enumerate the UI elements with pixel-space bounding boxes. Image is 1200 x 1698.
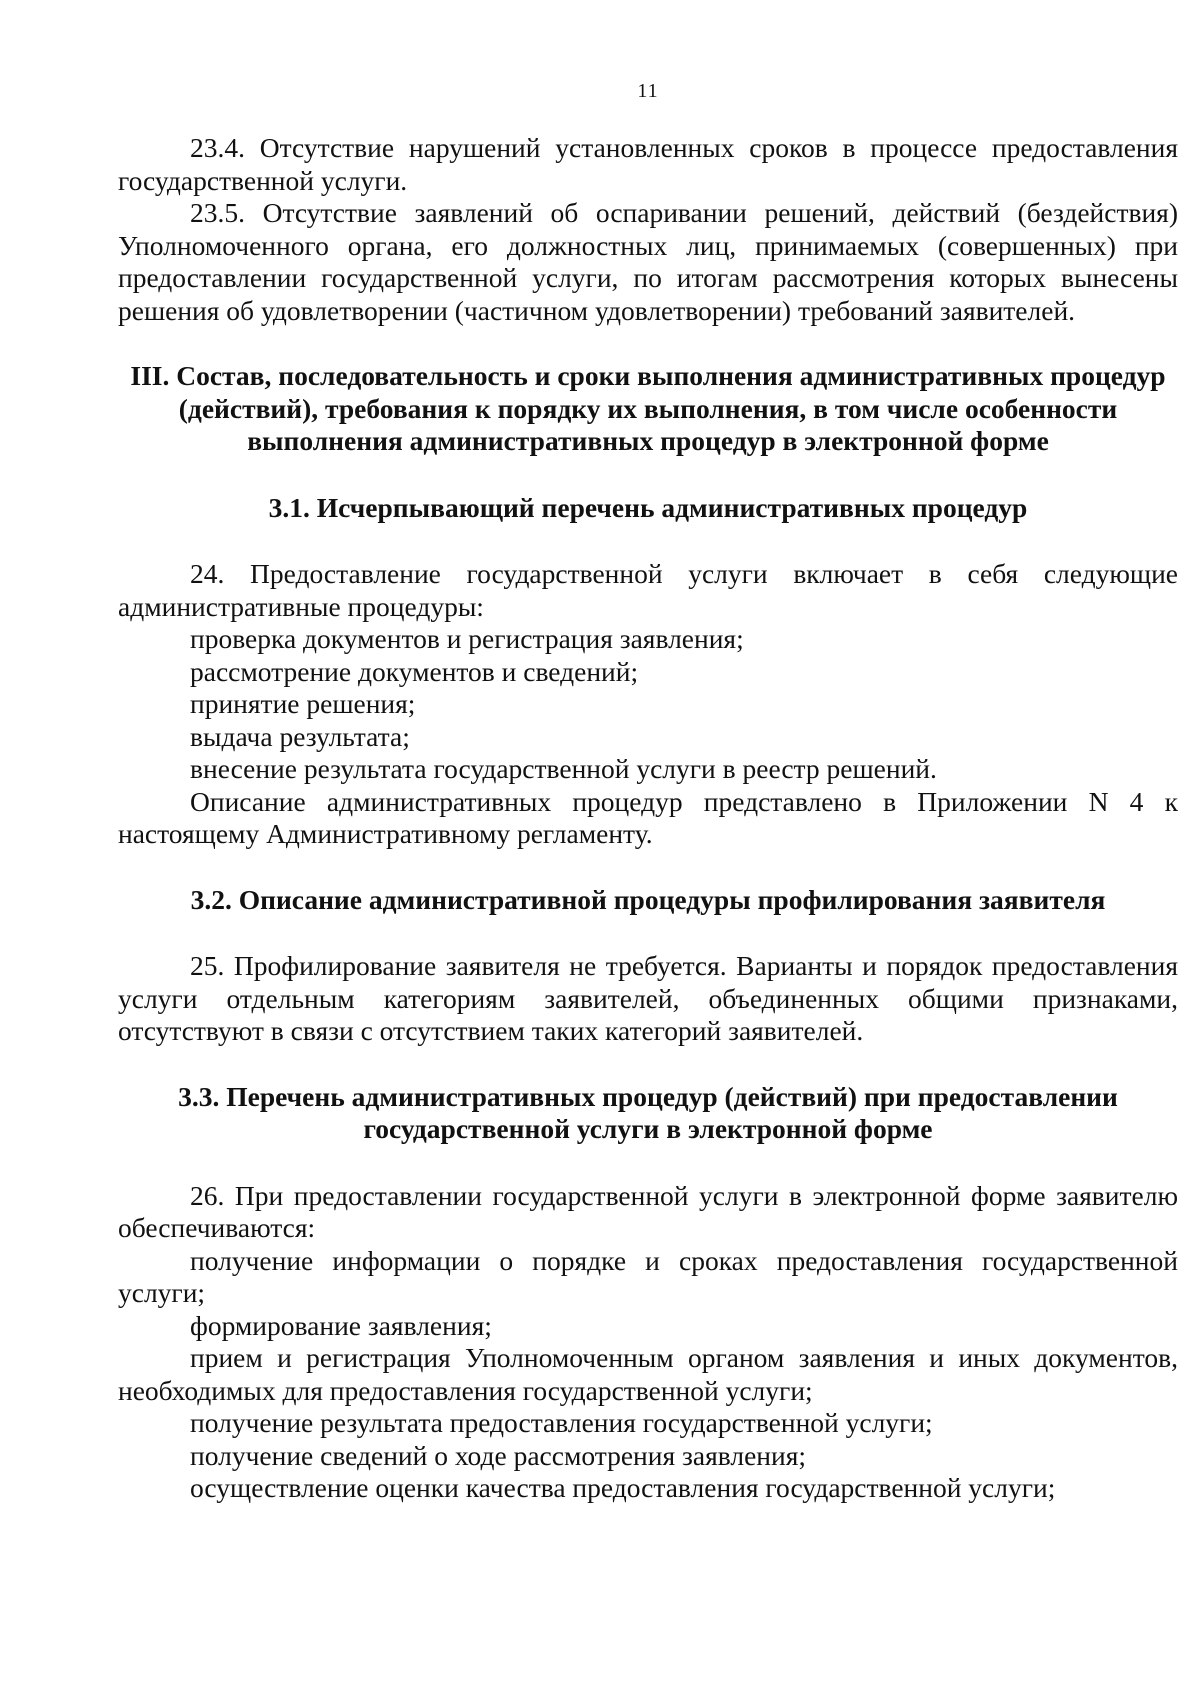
list-item: принятие решения; (190, 688, 416, 719)
paragraph-26: 26. При предоставлении государственной услуги в электронной форме заявителю обеспечиваются: (118, 1179, 1178, 1243)
list-item: формирование заявления; (190, 1309, 492, 1341)
list-item: осуществление оценки качества предоставления государственной услуги; (190, 1472, 1056, 1503)
paragraph-23-4: 23.4. Отсутствие нарушений установленных сроков в процессе предоставления государственной услуги. (118, 132, 1178, 196)
list-item: получение результата предоставления государственной услуги; (190, 1407, 933, 1438)
paragraph-24: 24. Предоставление государственной услуги включает в себя следующие административные процедуры: (118, 558, 1178, 622)
list-item: прием и регистрация Уполномоченным органом заявления и иных документов, необходимых для предоставления государственной услуги; (118, 1342, 1178, 1406)
subsection-3-3-title: 3.3. Перечень административных процедур (действий) при предоставлении государственной услуги в электронной форме (178, 1080, 1118, 1144)
list-item: получение сведений о ходе рассмотрения заявления; (190, 1439, 806, 1471)
subsection-3-2-title: 3.2. Описание административной процедуры профилирования заявителя (190, 883, 1106, 915)
list-item: внесение результата государственной услуги в реестр решений. (190, 753, 937, 784)
paragraph-24-description: Описание административных процедур представлено в Приложении N 4 к настоящему Административному регламенту. (118, 785, 1178, 849)
list-item: рассмотрение документов и сведений; (190, 655, 639, 687)
page-number: 11 (637, 80, 659, 102)
paragraph-23-5: 23.5. Отсутствие заявлений об оспаривании решений, действий (бездействия) Уполномоченного органа, его должностных лиц, принимаемых (совершенных) при предоставлении государственной услуги, по итогам рассмотрения которых вынесены решения об удовлетворении (частичном удовлетворении) требований заявителей. (118, 197, 1178, 326)
list-item: проверка документов и регистрация заявления; (190, 623, 744, 654)
list-item: получение информации о порядке и сроках предоставления государственной услуги; (118, 1244, 1178, 1308)
subsection-3-1-title: 3.1. Исчерпывающий перечень административных процедур (268, 491, 1028, 523)
page-content (118, 132, 1178, 1505)
paragraph-25: 25. Профилирование заявителя не требуется. Варианты и порядок предоставления услуги отдельным категориям заявителей, объединенных общими признаками, отсутствуют в связи с отсутствием таких категорий заявителей. (118, 950, 1178, 1046)
list-item: выдача результата; (190, 720, 410, 752)
section-3-title: III. Состав, последовательность и сроки выполнения административных процедур (действий), требования к порядку их выполнения, в том числе особенности выполнения административных процедур в электронной форме (130, 360, 1166, 456)
